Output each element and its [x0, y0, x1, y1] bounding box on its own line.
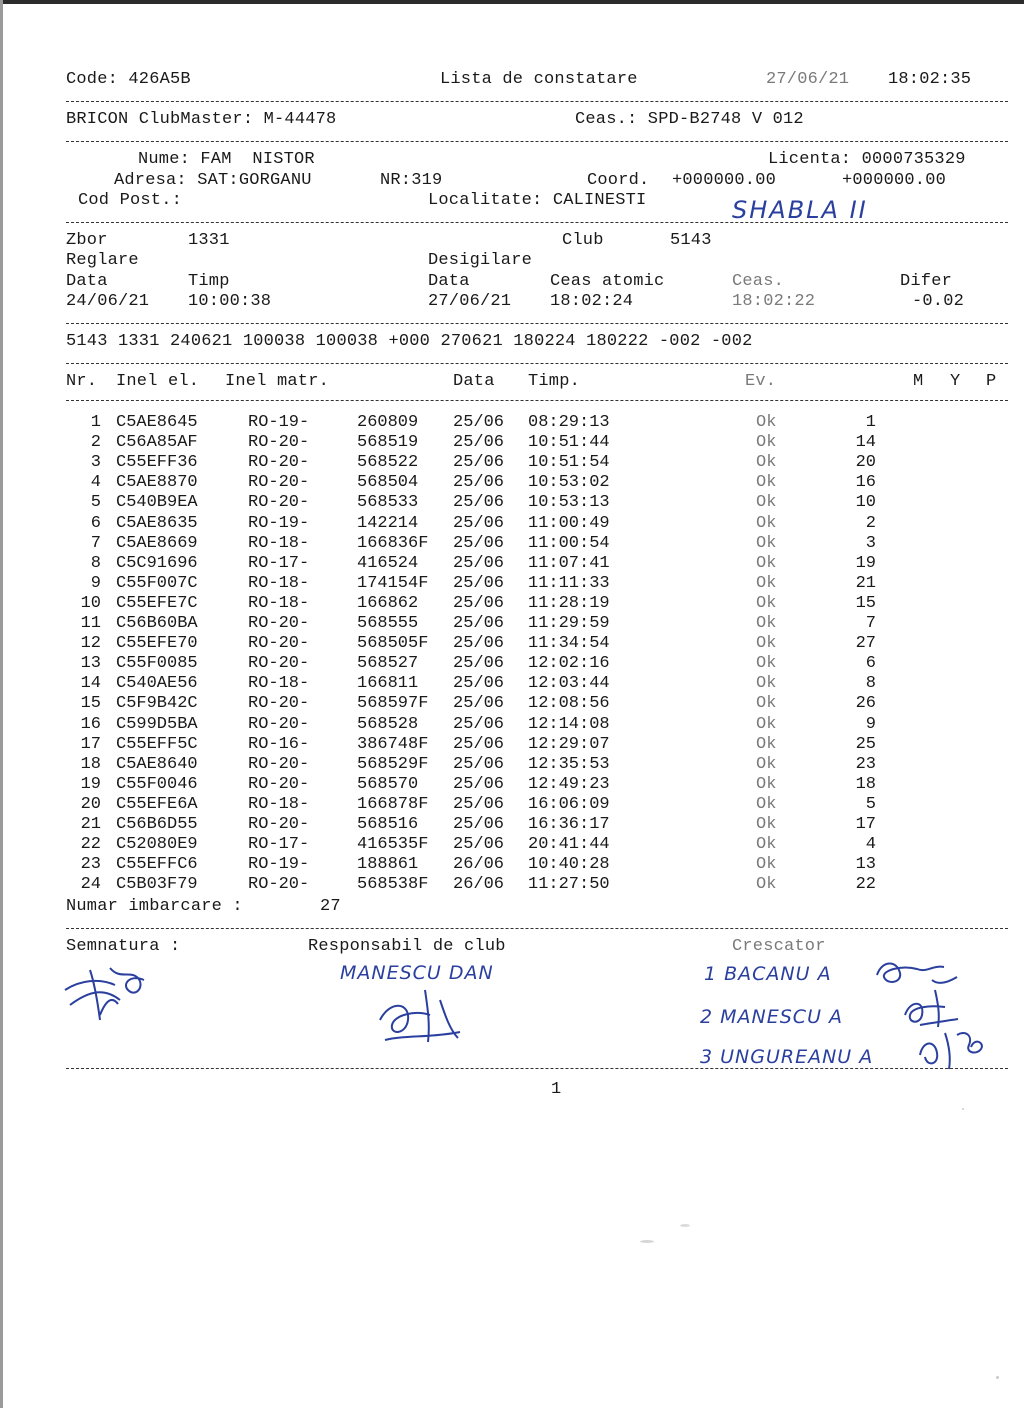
ring-prefix: RO-20- [248, 694, 310, 713]
ring-number: 568528 [357, 715, 419, 734]
separator [66, 222, 1008, 223]
signature-scribble-breeder-2 [900, 985, 960, 1030]
arrival-time: 11:00:54 [528, 534, 610, 553]
col-header-ev: Ev. [745, 372, 777, 391]
event-status: Ok [756, 614, 777, 633]
col-header-ring-el: Inel el. [116, 372, 200, 391]
arrival-date: 25/06 [453, 614, 505, 633]
separator [66, 323, 1008, 324]
position: 23 [855, 755, 876, 774]
arrival-time: 12:14:08 [528, 715, 610, 734]
arrival-time: 10:53:13 [528, 493, 610, 512]
position: 17 [855, 815, 876, 834]
breeder-name-1: 1 BACANU A [704, 963, 832, 985]
arrival-date: 26/06 [453, 855, 505, 874]
arrival-date: 25/06 [453, 473, 505, 492]
ring-number: 568570 [357, 775, 419, 794]
table-row [0, 514, 1024, 534]
arrival-date: 25/06 [453, 755, 505, 774]
address-number: NR:319 [380, 171, 443, 190]
electronic-ring: C56A85AF [116, 433, 198, 452]
basketing-label: Numar imbarcare : [66, 897, 243, 916]
event-status: Ok [756, 654, 777, 673]
table-row [0, 815, 1024, 835]
position: 26 [855, 694, 876, 713]
postal-code-label: Cod Post.: [78, 191, 183, 210]
signature-scribble-breeder-3 [915, 1025, 990, 1070]
event-status: Ok [756, 674, 777, 693]
arrival-time: 11:34:54 [528, 634, 610, 653]
table-row [0, 694, 1024, 714]
table-row [0, 835, 1024, 855]
page-number: 1 [551, 1080, 562, 1099]
event-status: Ok [756, 493, 777, 512]
clock-id: Ceas.: SPD-B2748 V 012 [575, 110, 804, 129]
col-header-p: P [986, 372, 997, 391]
ring-number: 568504 [357, 473, 419, 492]
arrival-date: 25/06 [453, 654, 505, 673]
position: 1 [865, 413, 876, 432]
flight-label: Zbor [66, 231, 108, 250]
code-label: Code: 426A5B [66, 70, 191, 89]
electronic-ring: C5B03F79 [116, 875, 198, 894]
separator [66, 928, 1008, 929]
row-number: 22 [80, 835, 101, 854]
arrival-date: 25/06 [453, 554, 505, 573]
event-status: Ok [756, 875, 777, 894]
table-row [0, 654, 1024, 674]
table-row [0, 735, 1024, 755]
row-number: 3 [90, 453, 101, 472]
row-number: 16 [80, 715, 101, 734]
row-number: 19 [80, 775, 101, 794]
ring-number: 568527 [357, 654, 419, 673]
arrival-time: 11:27:50 [528, 875, 610, 894]
separator [66, 400, 1008, 401]
ring-prefix: RO-18- [248, 534, 310, 553]
event-status: Ok [756, 855, 777, 874]
arrival-date: 25/06 [453, 493, 505, 512]
arrival-time: 12:03:44 [528, 674, 610, 693]
handwritten-race-name: SHABLA II [732, 196, 868, 224]
electronic-ring: C5AE8635 [116, 514, 198, 533]
event-status: Ok [756, 775, 777, 794]
atomic-clock-label: Ceas atomic [550, 272, 665, 291]
signature-label: Semnatura : [66, 937, 181, 956]
table-row [0, 413, 1024, 433]
event-status: Ok [756, 433, 777, 452]
row-number: 12 [80, 634, 101, 653]
position: 15 [855, 594, 876, 613]
row-number: 10 [80, 594, 101, 613]
ring-prefix: RO-18- [248, 574, 310, 593]
setting-time: 10:00:38 [188, 292, 272, 311]
row-number: 23 [80, 855, 101, 874]
breeder-name-2: 2 MANESCU A [700, 1006, 844, 1028]
ring-number: 166878F [357, 795, 429, 814]
owner-address: Adresa: SAT:GORGANU [114, 171, 312, 190]
ring-number: 386748F [357, 735, 429, 754]
electronic-ring: C56B60BA [116, 614, 198, 633]
basketing-count: 27 [320, 897, 341, 916]
document-title: Lista de constatare [440, 70, 638, 89]
scan-speck [680, 1224, 690, 1227]
table-row [0, 453, 1024, 473]
event-status: Ok [756, 514, 777, 533]
table-row [0, 433, 1024, 453]
event-status: Ok [756, 534, 777, 553]
electronic-ring: C55EFF5C [116, 735, 198, 754]
ring-prefix: RO-16- [248, 735, 310, 754]
row-number: 20 [80, 795, 101, 814]
table-row [0, 755, 1024, 775]
electronic-ring: C52080E9 [116, 835, 198, 854]
event-status: Ok [756, 453, 777, 472]
arrival-time: 11:07:41 [528, 554, 610, 573]
clock-label: Ceas. [732, 272, 785, 291]
position: 3 [865, 534, 876, 553]
flight-number: 1331 [188, 231, 230, 250]
position: 21 [855, 574, 876, 593]
ring-number: 174154F [357, 574, 429, 593]
ring-prefix: RO-19- [248, 413, 310, 432]
arrival-date: 25/06 [453, 574, 505, 593]
arrival-time: 11:28:19 [528, 594, 610, 613]
scan-speck [996, 1376, 999, 1379]
ring-number: 568533 [357, 493, 419, 512]
col-header-nr: Nr. [66, 372, 98, 391]
unsealing-heading: Desigilare [428, 251, 533, 270]
row-number: 4 [90, 473, 101, 492]
ring-prefix: RO-18- [248, 674, 310, 693]
electronic-ring: C55EFE6A [116, 795, 198, 814]
ring-prefix: RO-17- [248, 554, 310, 573]
event-status: Ok [756, 815, 777, 834]
electronic-ring: C55F007C [116, 574, 198, 593]
ring-prefix: RO-20- [248, 875, 310, 894]
arrival-time: 12:49:23 [528, 775, 610, 794]
electronic-ring: C5AE8669 [116, 534, 198, 553]
electronic-ring: C55EFE70 [116, 634, 198, 653]
ring-number: 166862 [357, 594, 419, 613]
row-number: 11 [80, 614, 101, 633]
ring-number: 142214 [357, 514, 419, 533]
table-row [0, 594, 1024, 614]
table-row [0, 775, 1024, 795]
table-row [0, 473, 1024, 493]
ring-prefix: RO-20- [248, 433, 310, 452]
owner-name: Nume: FAM NISTOR [138, 150, 315, 169]
table-row [0, 534, 1024, 554]
arrival-date: 25/06 [453, 413, 505, 432]
electronic-ring: C5AE8870 [116, 473, 198, 492]
position: 8 [865, 674, 876, 693]
arrival-date: 25/06 [453, 453, 505, 472]
coord-label: Coord. [587, 171, 650, 190]
position: 6 [865, 654, 876, 673]
club-number: 5143 [670, 231, 712, 250]
event-status: Ok [756, 413, 777, 432]
setting-time-label: Timp [188, 272, 230, 291]
position: 14 [855, 433, 876, 452]
arrival-date: 26/06 [453, 875, 505, 894]
arrival-time: 11:29:59 [528, 614, 610, 633]
arrival-date: 25/06 [453, 835, 505, 854]
arrival-time: 12:29:07 [528, 735, 610, 754]
position: 18 [855, 775, 876, 794]
separator [66, 141, 1008, 142]
event-status: Ok [756, 634, 777, 653]
table-row [0, 875, 1024, 895]
ring-number: 416524 [357, 554, 419, 573]
col-header-m: M [913, 372, 924, 391]
event-status: Ok [756, 574, 777, 593]
event-status: Ok [756, 795, 777, 814]
locality: Localitate: CALINESTI [428, 191, 647, 210]
ring-prefix: RO-18- [248, 795, 310, 814]
scan-speck [640, 1240, 654, 1243]
club-responsible-label: Responsabil de club [308, 937, 506, 956]
ring-number: 188861 [357, 855, 419, 874]
col-header-ring-matr: Inel matr. [225, 372, 330, 391]
ring-number: 166811 [357, 674, 419, 693]
setting-date: 24/06/21 [66, 292, 150, 311]
license-number: Licenta: 0000735329 [768, 150, 966, 169]
ring-prefix: RO-19- [248, 855, 310, 874]
ring-prefix: RO-17- [248, 835, 310, 854]
electronic-ring: C5C91696 [116, 554, 198, 573]
arrival-date: 25/06 [453, 715, 505, 734]
ring-prefix: RO-20- [248, 453, 310, 472]
event-status: Ok [756, 473, 777, 492]
row-number: 9 [90, 574, 101, 593]
difference-value: -0.02 [912, 292, 965, 311]
arrival-time: 12:08:56 [528, 694, 610, 713]
electronic-ring: C55F0085 [116, 654, 198, 673]
position: 22 [855, 875, 876, 894]
arrival-date: 25/06 [453, 795, 505, 814]
clubmaster-id: BRICON ClubMaster: M-44478 [66, 110, 337, 129]
arrival-time: 12:35:53 [528, 755, 610, 774]
ring-number: 568516 [357, 815, 419, 834]
ring-number: 568538F [357, 875, 429, 894]
electronic-ring: C55EFF36 [116, 453, 198, 472]
ring-number: 166836F [357, 534, 429, 553]
ring-prefix: RO-20- [248, 715, 310, 734]
row-number: 13 [80, 654, 101, 673]
row-number: 24 [80, 875, 101, 894]
scan-speck [962, 1108, 964, 1110]
row-number: 15 [80, 694, 101, 713]
scan-edge-top [0, 0, 1024, 4]
ring-prefix: RO-18- [248, 594, 310, 613]
arrival-time: 08:29:13 [528, 413, 610, 432]
position: 5 [865, 795, 876, 814]
arrival-time: 10:51:54 [528, 453, 610, 472]
col-header-y: Y [950, 372, 961, 391]
col-header-time: Timp. [528, 372, 581, 391]
club-label: Club [562, 231, 604, 250]
ring-prefix: RO-19- [248, 514, 310, 533]
position: 27 [855, 634, 876, 653]
event-status: Ok [756, 694, 777, 713]
unsealing-date-label: Data [428, 272, 470, 291]
signature-scribble-responsible [370, 980, 470, 1050]
row-number: 2 [90, 433, 101, 452]
arrival-time: 11:00:49 [528, 514, 610, 533]
table-row [0, 715, 1024, 735]
setting-date-label: Data [66, 272, 108, 291]
arrival-date: 25/06 [453, 775, 505, 794]
breeder-label: Crescator [732, 937, 826, 956]
ring-prefix: RO-20- [248, 755, 310, 774]
table-row [0, 855, 1024, 875]
position: 16 [855, 473, 876, 492]
table-row [0, 493, 1024, 513]
arrival-time: 10:40:28 [528, 855, 610, 874]
electronic-ring: C540AE56 [116, 674, 198, 693]
encoded-data-line: 5143 1331 240621 100038 100038 +000 270621 180224 180222 -002 -002 [66, 332, 753, 351]
ring-number: 416535F [357, 835, 429, 854]
row-number: 14 [80, 674, 101, 693]
ring-number: 568519 [357, 433, 419, 452]
arrival-date: 25/06 [453, 634, 505, 653]
row-number: 7 [90, 534, 101, 553]
ring-number: 568555 [357, 614, 419, 633]
row-number: 21 [80, 815, 101, 834]
atomic-clock-time: 18:02:24 [550, 292, 634, 311]
arrival-date: 25/06 [453, 674, 505, 693]
col-header-date: Data [453, 372, 495, 391]
row-number: 8 [90, 554, 101, 573]
electronic-ring: C540B9EA [116, 493, 198, 512]
arrival-time: 16:06:09 [528, 795, 610, 814]
ring-prefix: RO-20- [248, 634, 310, 653]
arrival-time: 16:36:17 [528, 815, 610, 834]
arrival-time: 11:11:33 [528, 574, 610, 593]
row-number: 18 [80, 755, 101, 774]
position: 25 [855, 735, 876, 754]
setting-heading: Reglare [66, 251, 139, 270]
arrival-time: 10:53:02 [528, 473, 610, 492]
separator [66, 101, 1008, 102]
arrival-date: 25/06 [453, 433, 505, 452]
electronic-ring: C5AE8645 [116, 413, 198, 432]
position: 10 [855, 493, 876, 512]
arrival-date: 25/06 [453, 514, 505, 533]
event-status: Ok [756, 835, 777, 854]
table-row [0, 634, 1024, 654]
unsealing-date: 27/06/21 [428, 292, 512, 311]
event-status: Ok [756, 594, 777, 613]
electronic-ring: C599D5BA [116, 715, 198, 734]
breeder-name-3: 3 UNGUREANU A [700, 1046, 874, 1068]
position: 19 [855, 554, 876, 573]
row-number: 6 [90, 514, 101, 533]
position: 20 [855, 453, 876, 472]
position: 9 [865, 715, 876, 734]
header-date: 27/06/21 [766, 70, 850, 89]
arrival-date: 25/06 [453, 534, 505, 553]
club-responsible-name: MANESCU DAN [340, 962, 494, 984]
electronic-ring: C55EFE7C [116, 594, 198, 613]
table-row [0, 795, 1024, 815]
ring-number: 568597F [357, 694, 429, 713]
signature-scribble-main [60, 960, 160, 1030]
table-row [0, 574, 1024, 594]
clock-time: 18:02:22 [732, 292, 816, 311]
ring-prefix: RO-20- [248, 473, 310, 492]
difference-label: Difer [900, 272, 953, 291]
header-time: 18:02:35 [888, 70, 972, 89]
event-status: Ok [756, 755, 777, 774]
arrival-date: 25/06 [453, 594, 505, 613]
electronic-ring: C5F9B42C [116, 694, 198, 713]
ring-prefix: RO-20- [248, 654, 310, 673]
table-row [0, 674, 1024, 694]
coord-longitude: +000000.00 [842, 171, 947, 190]
separator [66, 363, 1008, 364]
arrival-time: 10:51:44 [528, 433, 610, 452]
position: 4 [865, 835, 876, 854]
ring-prefix: RO-20- [248, 493, 310, 512]
ring-number: 568522 [357, 453, 419, 472]
position: 13 [855, 855, 876, 874]
arrival-date: 25/06 [453, 815, 505, 834]
position: 7 [865, 614, 876, 633]
table-row [0, 554, 1024, 574]
event-status: Ok [756, 735, 777, 754]
electronic-ring: C55EFFC6 [116, 855, 198, 874]
row-number: 5 [90, 493, 101, 512]
ring-prefix: RO-20- [248, 815, 310, 834]
ring-prefix: RO-20- [248, 614, 310, 633]
position: 2 [865, 514, 876, 533]
row-number: 1 [90, 413, 101, 432]
electronic-ring: C56B6D55 [116, 815, 198, 834]
ring-prefix: RO-20- [248, 775, 310, 794]
arrival-date: 25/06 [453, 694, 505, 713]
arrival-time: 12:02:16 [528, 654, 610, 673]
electronic-ring: C5AE8640 [116, 755, 198, 774]
table-row [0, 614, 1024, 634]
ring-number: 568529F [357, 755, 429, 774]
coord-latitude: +000000.00 [672, 171, 777, 190]
arrival-time: 20:41:44 [528, 835, 610, 854]
row-number: 17 [80, 735, 101, 754]
electronic-ring: C55F0046 [116, 775, 198, 794]
event-status: Ok [756, 715, 777, 734]
arrival-date: 25/06 [453, 735, 505, 754]
separator [66, 1068, 1008, 1069]
event-status: Ok [756, 554, 777, 573]
ring-number: 568505F [357, 634, 429, 653]
ring-number: 260809 [357, 413, 419, 432]
